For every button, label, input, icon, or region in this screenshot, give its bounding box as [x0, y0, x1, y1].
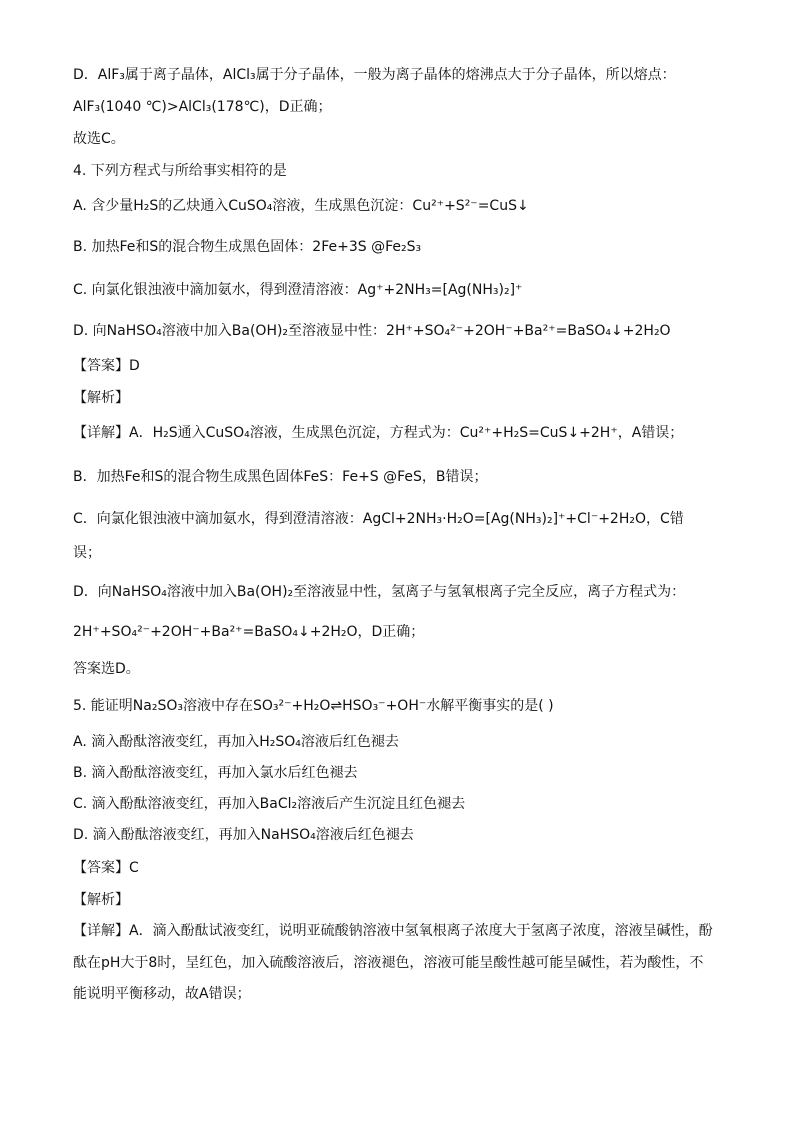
option-a: A. 含少量H₂S的乙炔通入CuSO₄溶液，生成黑色沉淀：Cu²⁺+S²⁻=CuS↓: [73, 198, 529, 214]
option-d: D. 向NaHSO₄溶液中加入Ba(OH)₂至溶液显中性：2H⁺+SO₄²⁻+2OH⁻+Ba²⁺=BaSO₄↓+2H₂O: [73, 323, 671, 339]
question-4-stem: 4. 下列方程式与所给事实相符的是: [73, 163, 287, 179]
text-line: 酞在pH大于8时，呈红色，加入硫酸溶液后，溶液褪色，溶液可能呈酸性越可能呈碱性，若为酸性，不: [73, 955, 704, 971]
option-a: A. 滴入酚酞溶液变红，再加入H₂SO₄溶液后红色褪去: [73, 734, 399, 750]
text-line: AlF₃(1040 ℃)>AlCl₃(178℃)，D正确；: [73, 99, 332, 115]
text-line: B．加热Fe和S的混合物生成黑色固体FeS：Fe+S @FeS，B错误；: [73, 469, 488, 485]
text-line: 故选C。: [73, 131, 125, 147]
option-b: B. 滴入酚酞溶液变红，再加入氯水后红色褪去: [73, 765, 358, 781]
option-d: D. 滴入酚酞溶液变红，再加入NaHSO₄溶液后红色褪去: [73, 827, 414, 843]
analysis-label: 【解析】: [73, 892, 129, 908]
text-line: 误；: [73, 545, 101, 561]
text-line: 答案选D。: [73, 661, 140, 677]
text-line: C．向氯化银浊液中滴加氨水，得到澄清溶液：AgCl+2NH₃·H₂O=[Ag(NH₃)₂]⁺+Cl⁻+2H₂O，C错: [73, 511, 684, 527]
text-line: 能说明平衡移动，故A错误；: [73, 986, 251, 1002]
analysis-label: 【解析】: [73, 390, 129, 406]
question-5-stem: 5. 能证明Na₂SO₃溶液中存在SO₃²⁻+H₂O⇌HSO₃⁻+OH⁻水解平衡事实的是( ): [73, 698, 554, 714]
text-line: 【详解】A．滴入酚酞试液变红，说明亚硫酸钠溶液中氢氧根离子浓度大于氢离子浓度，溶液呈碱性，酚: [73, 923, 713, 939]
answer-label: 【答案】D: [73, 358, 140, 374]
text-line: D．向NaHSO₄溶液中加入Ba(OH)₂至溶液显中性，氢离子与氢氧根离子完全反应，离子方程式为：: [73, 584, 686, 600]
option-c: C. 滴入酚酞溶液变红，再加入BaCl₂溶液后产生沉淀且红色褪去: [73, 796, 466, 812]
text-line: 【详解】A．H₂S通入CuSO₄溶液，生成黑色沉淀，方程式为：Cu²⁺+H₂S=CuS↓+2H⁺，A错误；: [73, 425, 684, 441]
option-b: B. 加热Fe和S的混合物生成黑色固体：2Fe+3S @Fe₂S₃: [73, 239, 422, 255]
text-line: D．AlF₃属于离子晶体，AlCl₃属于分子晶体，一般为离子晶体的熔沸点大于分子晶体，所以熔点：: [73, 67, 676, 83]
option-c: C. 向氯化银浊液中滴加氨水，得到澄清溶液：Ag⁺+2NH₃=[Ag(NH₃)₂]⁺: [73, 282, 523, 298]
answer-label: 【答案】C: [73, 860, 139, 876]
equation-line: 2H⁺+SO₄²⁻+2OH⁻+Ba²⁺=BaSO₄↓+2H₂O，D正确；: [73, 624, 425, 640]
